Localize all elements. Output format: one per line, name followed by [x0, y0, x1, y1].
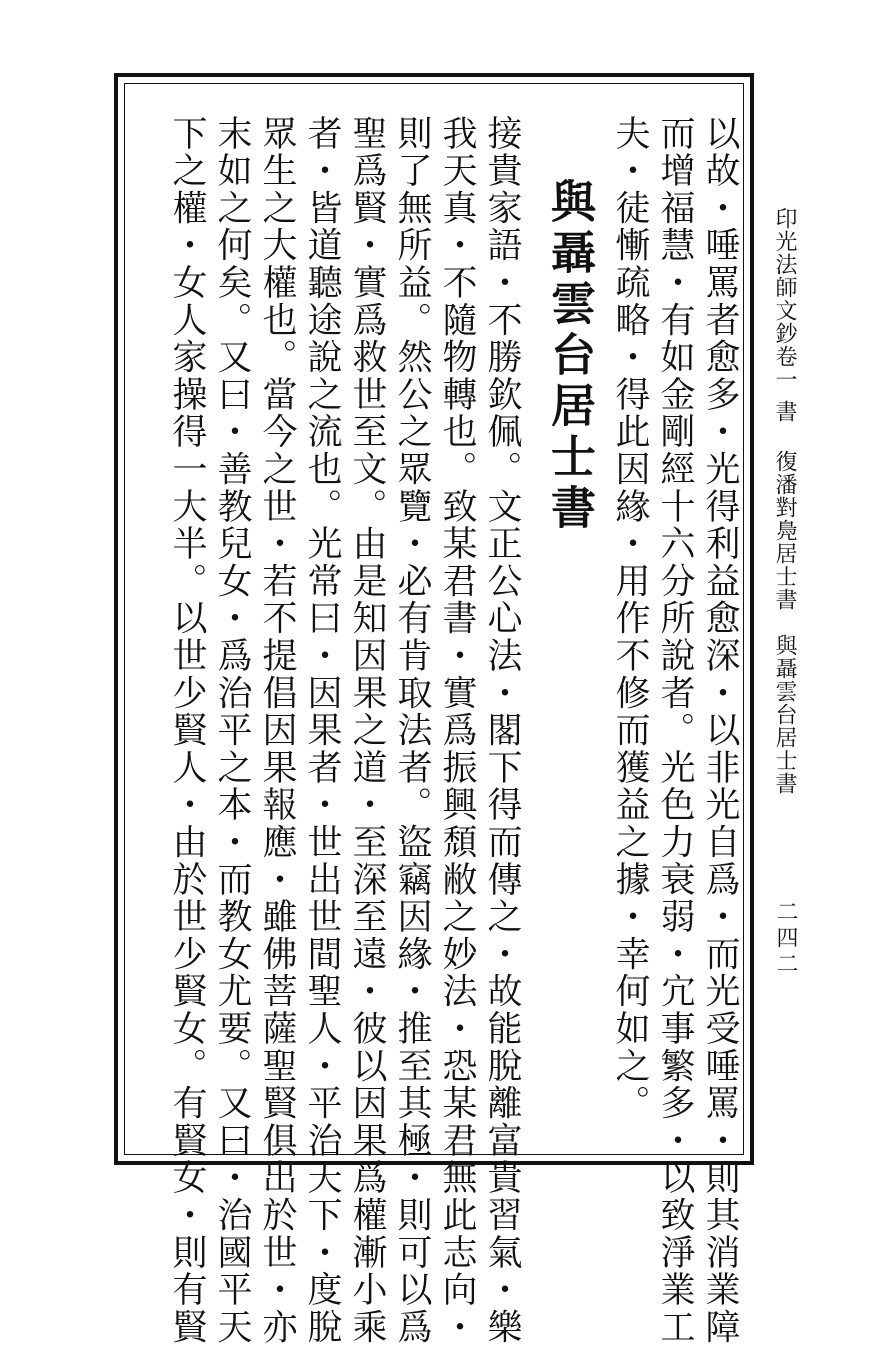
- text-column: 聖爲賢・實爲救世至文。由是知因果之道・至深至遠・彼以因果爲權漸小乘: [347, 115, 387, 1346]
- section-type: 書: [772, 400, 797, 423]
- text-column: 者・皆道聽途說之流也。光常曰・因果者・世出世間聖人・平治天下・度脫: [302, 115, 342, 1346]
- section-titles: 復潘對鳧居士書 與聶雲台居士書: [772, 450, 797, 795]
- letter-title: 與聶雲台居士書: [543, 178, 596, 535]
- text-column: 接貴家語・不勝欽佩。文正公心法・閣下得而傳之・故能脫離富貴習氣・樂: [482, 115, 522, 1346]
- text-column: 末如之何矣。又曰・善教兒女・爲治平之本・而教女尤要。又曰・治國平天: [212, 115, 252, 1346]
- text-column: 而增福慧・有如金剛經十六分所說者。光色力衰弱・宂事繁多・以致淨業工: [655, 115, 695, 1346]
- text-column: 眾生之大權也。當今之世・若不提倡因果報應・雖佛菩薩聖賢俱出於世・亦: [257, 115, 297, 1346]
- text-column: 夫・徒慚疏略・得此因緣・用作不修而獲益之據・幸何如之。: [610, 115, 650, 1123]
- book-title: 印光法師文鈔卷一: [772, 207, 797, 391]
- text-column: 則了無所益。然公之眾覽・必有肯取法者。盜竊因緣・推至其極・則可以爲: [392, 115, 432, 1346]
- text-column: 下之權・女人家操得一大半。以世少賢人・由於世少賢女。有賢女・則有賢: [167, 115, 207, 1346]
- text-column: 以故・唾罵者愈多・光得利益愈深・以非光自爲・而光受唾罵・則其消業障: [700, 115, 740, 1346]
- page-number: 二四二: [773, 900, 798, 978]
- running-header: [770, 207, 802, 427]
- text-column: 我天真・不隨物轉也。致某君書・實爲振興頹敝之妙法・恐某君無此志向・: [437, 115, 477, 1346]
